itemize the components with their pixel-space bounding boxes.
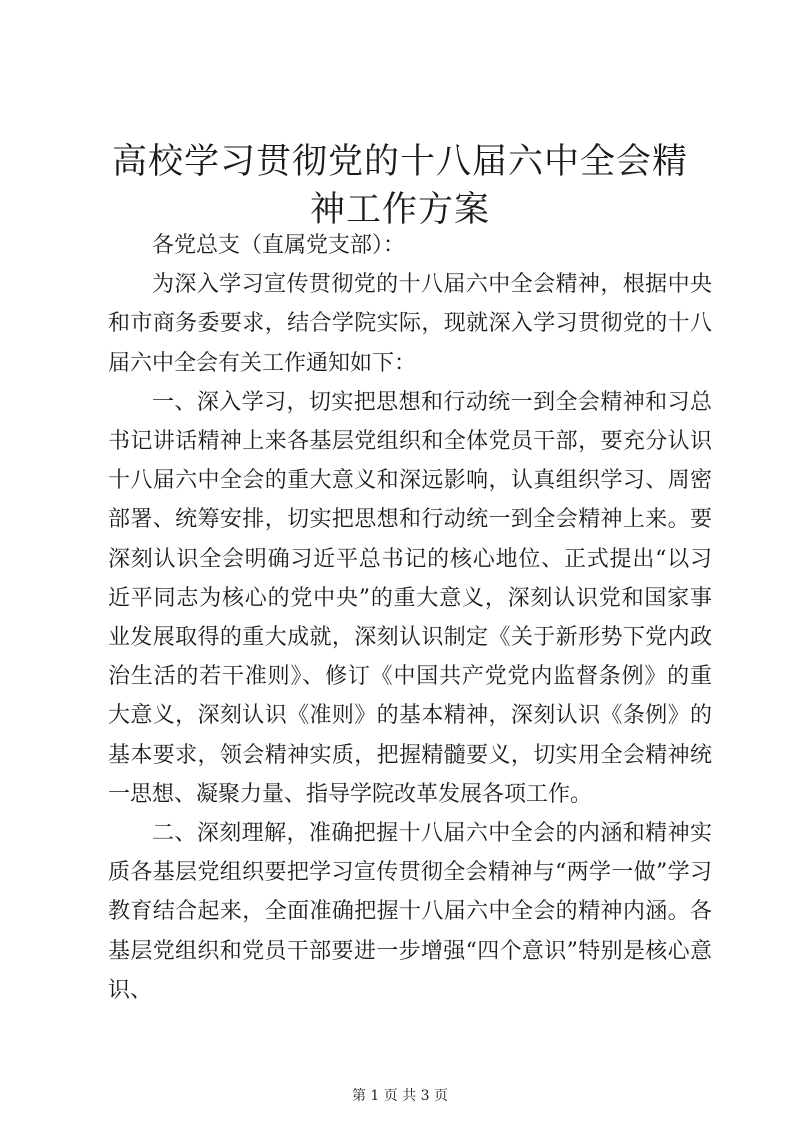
document-body [108, 226, 712, 1010]
salutation: 各党总支（直属党支部）： [152, 233, 406, 258]
page-number-footer: 第 1 页 共 3 页 [351, 1088, 449, 1104]
paragraph-section-1: 一、深入学习，切实把思想和行动统一到全会精神和习总书记讲话精神上来各基层党组织和全体党员干部，要充分认识十八届六中全会的重大意义和深远影响，认真组织学习、周密部署、统筹安排，切实把思想和行动统一到全会精神上来。要深刻认识全会明确习近平总书记的核心地位、正式提出“以习近平同志为核心的党中央”的重大意义，深刻认识党和国家事业发展取得的重大成就，深刻认识制定《关于新形势下党内政治生活的若干准则》、修订《中国共产党党内监督条例》的重大意义，深刻认识《准则》的基本精神，深刻认识《条例》的基本要求，领会精神实质，把握精髓要义，切实用全会精神统一思想、凝聚力量、指导学院改革发展各项工作。 [108, 389, 712, 807]
paragraph-section-2: 二、深刻理解，准确把握十八届六中全会的内涵和精神实质各基层党组织要把学习宣传贯彻全会精神与“两学一做”学习教育结合起来，全面准确把握十八届六中全会的精神内涵。各基层党组织和党员干部要进一步增强“四个意识”特别是核心意识、 [108, 821, 712, 1003]
document-title: 高校学习贯彻党的十八届六中全会精神工作方案 [111, 142, 688, 230]
paragraph-intro: 为深入学习宣传贯彻党的十八届六中全会精神，根据中央和市商务委要求，结合学院实际，现就深入学习贯彻党的十八届六中全会有关工作通知如下： [108, 272, 712, 376]
